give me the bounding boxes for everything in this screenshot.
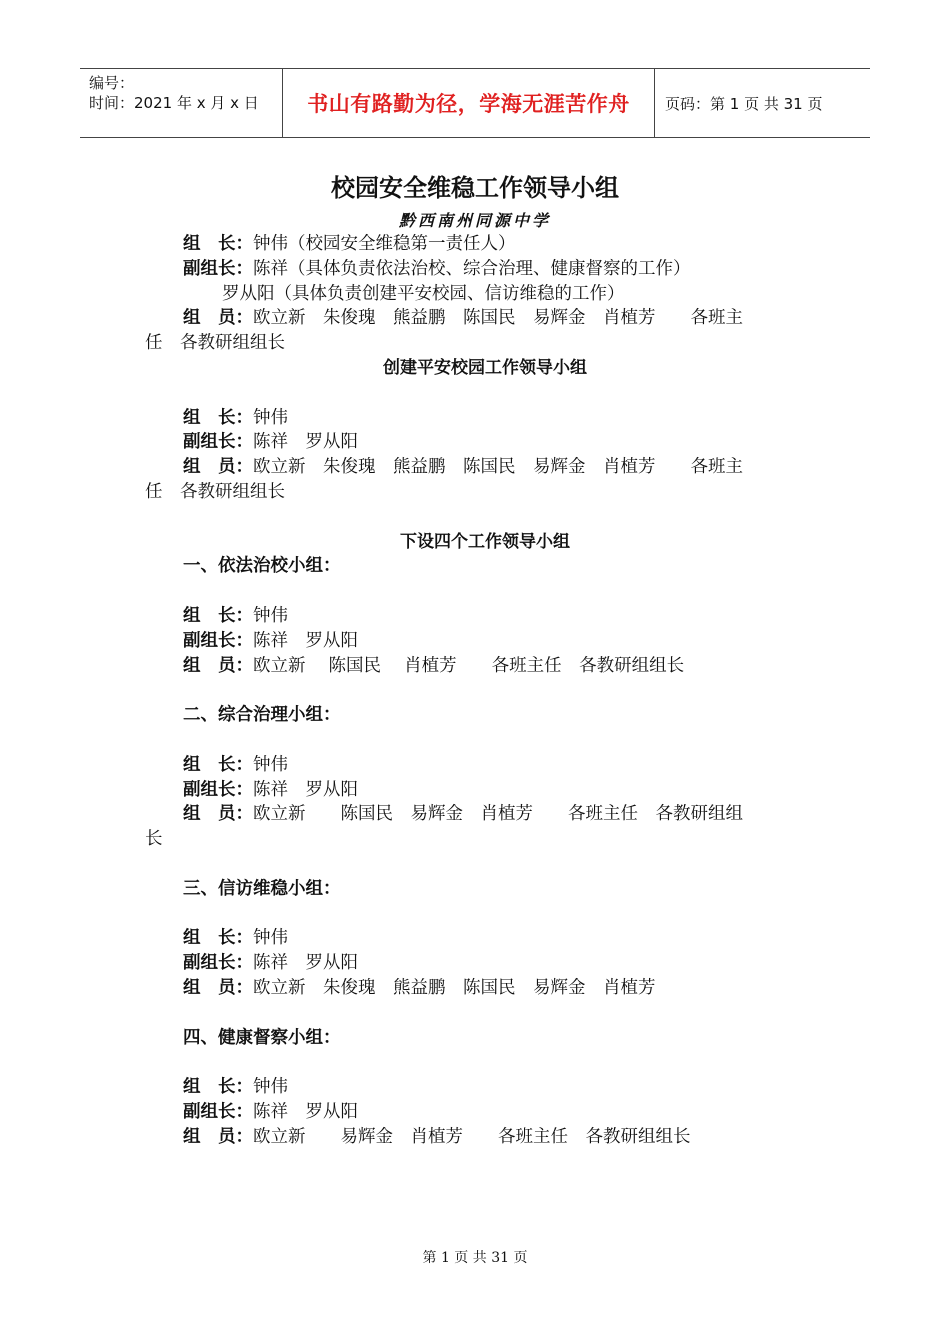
members-value: 欧立新 易辉金 肖植芳 各班主任 各教研组组长 bbox=[253, 1126, 691, 1147]
s2-deputy-line bbox=[145, 778, 825, 803]
deputy-value: 陈祥 罗从阳 bbox=[253, 953, 358, 974]
leader-label: 组 长： bbox=[183, 407, 253, 428]
s4-leader-line bbox=[145, 1075, 825, 1100]
g1-deputy2-line: 罗从阳（具体负责创建平安校园、信访维稳的工作） bbox=[222, 283, 625, 304]
g2-title: 创建平安校园工作领导小组 bbox=[383, 357, 587, 378]
members-value: 欧立新 朱俊瑰 熊益鹏 陈国民 易辉金 肖植芳 bbox=[253, 977, 656, 998]
header-motto-cell bbox=[282, 69, 655, 137]
s1-title: 一、依法治校小组： bbox=[183, 556, 341, 577]
members-value: 欧立新 朱俊瑰 熊益鹏 陈国民 易辉金 肖植芳 各班主 bbox=[253, 457, 743, 478]
leader-value: 钟伟（校园安全维稳第一责任人） bbox=[253, 234, 516, 254]
deputy-label: 副组长： bbox=[183, 630, 253, 651]
deputy-label: 副组长： bbox=[183, 953, 253, 974]
members-label: 组 员： bbox=[183, 1126, 253, 1147]
s1-deputy-line bbox=[145, 629, 825, 654]
deputy-label: 副组长： bbox=[183, 1101, 253, 1122]
deputy-label: 副组长： bbox=[183, 258, 253, 279]
document-title: 校园安全维稳工作领导小组 bbox=[331, 174, 619, 202]
s2-members-cont: 长 bbox=[145, 829, 163, 850]
s3-title: 三、信访维稳小组： bbox=[183, 878, 341, 899]
page-footer: 第 1 页 共 31 页 bbox=[422, 1250, 528, 1266]
members-value: 欧立新 陈国民 易辉金 肖植芳 各班主任 各教研组组 bbox=[253, 804, 743, 825]
header-time: 时间：2021 年 x 月 x 日 bbox=[89, 94, 259, 112]
members-label: 组 员： bbox=[183, 457, 253, 478]
members-label: 组 员： bbox=[183, 804, 253, 825]
g2-members-cont: 任 各教研组组长 bbox=[145, 481, 285, 502]
s4-members-line bbox=[145, 1125, 825, 1150]
deputy-value: 陈祥 罗从阳 bbox=[253, 630, 358, 651]
s4-deputy-line bbox=[145, 1100, 825, 1125]
subgroups-title: 下设四个工作领导小组 bbox=[400, 531, 570, 552]
s2-leader-line bbox=[145, 753, 825, 778]
deputy-value: 陈祥 罗从阳 bbox=[253, 432, 358, 453]
deputy-value: 陈祥 罗从阳 bbox=[253, 779, 358, 800]
leader-value: 钟伟 bbox=[253, 605, 288, 626]
deputy-label: 副组长： bbox=[183, 432, 253, 453]
header-number: 编号： bbox=[89, 74, 135, 92]
leader-label: 组 长： bbox=[183, 928, 253, 949]
s3-leader-line bbox=[145, 926, 825, 951]
members-label: 组 员： bbox=[183, 655, 253, 676]
s2-members-line bbox=[145, 802, 825, 827]
g2-members-line bbox=[145, 455, 825, 480]
leader-label: 组 长： bbox=[183, 1077, 253, 1098]
header-motto: 书山有路勤为径，学海无涯苦作舟 bbox=[307, 92, 630, 116]
g1-members-line bbox=[145, 306, 825, 331]
deputy-value: 陈祥 罗从阳 bbox=[253, 1101, 358, 1122]
page-header bbox=[80, 68, 870, 138]
g2-deputy-line bbox=[145, 430, 825, 455]
members-label: 组 员： bbox=[183, 977, 253, 998]
s2-title: 二、综合治理小组： bbox=[183, 705, 341, 726]
leader-value: 钟伟 bbox=[253, 1077, 288, 1098]
header-meta bbox=[80, 69, 282, 137]
leader-value: 钟伟 bbox=[253, 754, 288, 775]
leader-label: 组 长： bbox=[183, 754, 253, 775]
g2-leader-line bbox=[145, 406, 825, 431]
s4-title: 四、健康督察小组： bbox=[183, 1027, 341, 1048]
s3-deputy-line bbox=[145, 951, 825, 976]
s1-members-line bbox=[145, 654, 825, 679]
members-label: 组 员： bbox=[183, 308, 253, 329]
s3-members-line bbox=[145, 976, 825, 1001]
school-name: 黔西南州同源中学 bbox=[398, 211, 551, 230]
members-value: 欧立新 陈国民 肖植芳 各班主任 各教研组组长 bbox=[253, 655, 685, 676]
document-body bbox=[145, 232, 825, 1149]
deputy-label: 副组长： bbox=[183, 779, 253, 800]
members-value: 欧立新 朱俊瑰 熊益鹏 陈国民 易辉金 肖植芳 各班主 bbox=[253, 308, 743, 329]
g1-leader-line bbox=[145, 232, 825, 257]
deputy-value: 陈祥（具体负责依法治校、综合治理、健康督察的工作） bbox=[253, 258, 691, 279]
s1-leader-line bbox=[145, 604, 825, 629]
g1-deputy-line bbox=[145, 257, 825, 282]
leader-label: 组 长： bbox=[183, 605, 253, 626]
header-page-info: 页码：第 1 页 共 31 页 bbox=[665, 94, 823, 113]
g1-members-cont: 任 各教研组组长 bbox=[145, 333, 285, 354]
leader-value: 钟伟 bbox=[253, 928, 288, 949]
leader-label: 组 长： bbox=[183, 234, 253, 254]
leader-value: 钟伟 bbox=[253, 407, 288, 428]
